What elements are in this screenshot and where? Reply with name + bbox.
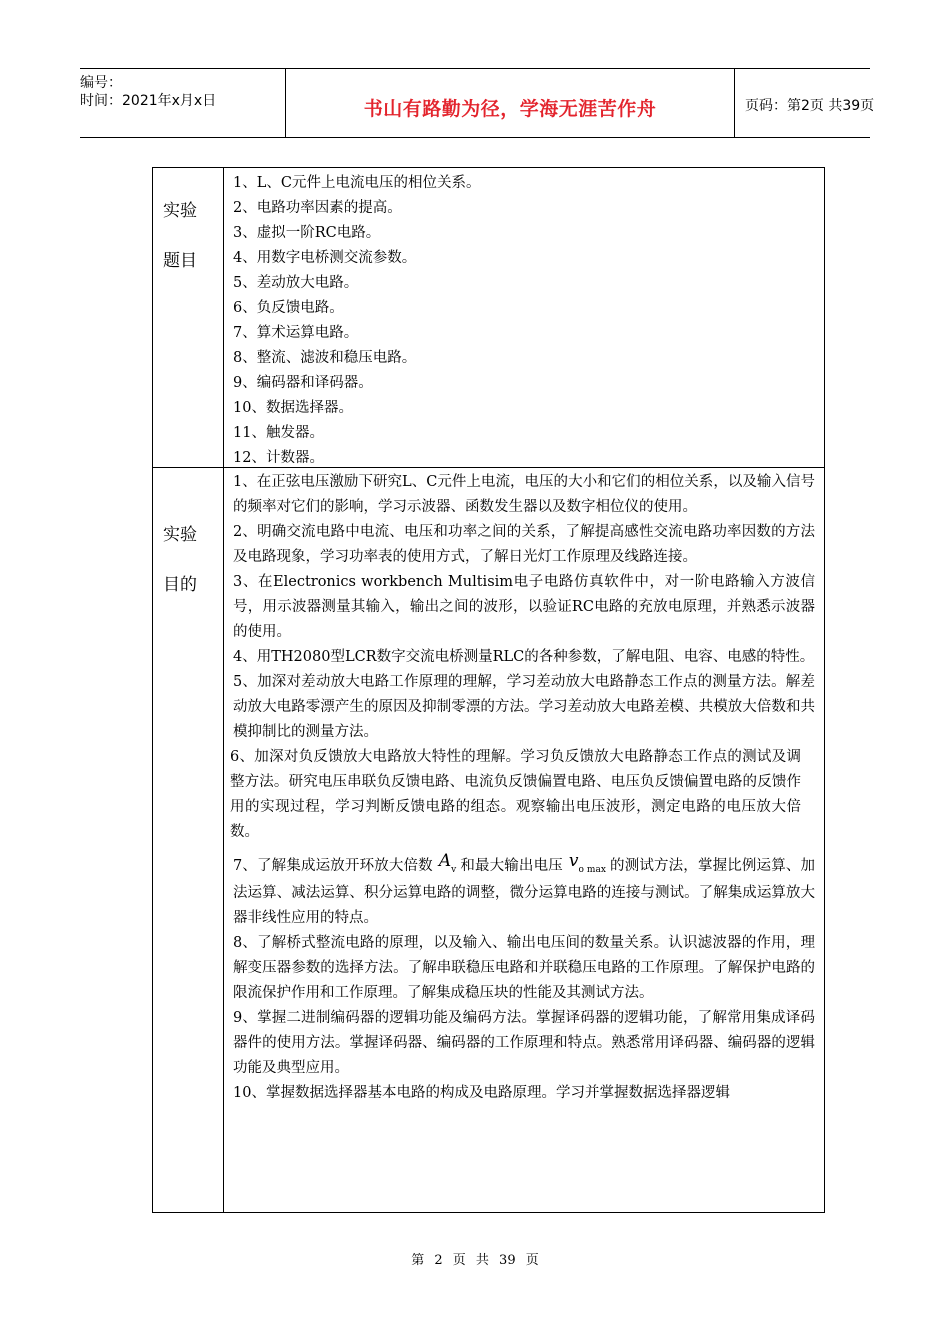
motto: 书山有路勤为径，学海无涯苦作舟 — [285, 69, 735, 137]
list-item: 8、整流、滤波和稳压电路。 — [233, 350, 417, 366]
purpose-row — [153, 468, 824, 1212]
list-item: 9、编码器和译码器。 — [233, 375, 373, 391]
purpose-label-line1: 实验 — [163, 525, 197, 545]
topics-label-line2: 题目 — [163, 251, 197, 271]
list-item: 10、数据选择器。 — [233, 400, 353, 416]
topics-label-line1: 实验 — [163, 201, 197, 221]
list-item: 3、虚拟一阶RC电路。 — [233, 225, 381, 241]
page-info: 页码：第2页 共39页 — [745, 98, 875, 114]
list-item: 5、差动放大电路。 — [233, 275, 359, 291]
list-item: 2、电路功率因素的提高。 — [233, 200, 402, 216]
purpose-label-line2: 目的 — [163, 575, 197, 595]
list-item: 4、用数字电桥测交流参数。 — [233, 250, 417, 266]
formula-var-a-symbol: A — [438, 851, 452, 871]
experiment-table — [152, 167, 825, 1213]
number-label: 编号： — [80, 75, 122, 91]
formula-var-v — [568, 851, 606, 875]
purpose-label-cell — [153, 468, 224, 1212]
purpose-paragraph-1: 1、在正弦电压激励下研究L、C元件上电流，电压的大小和它们的相位关系，以及输入信号的频率对它们的影响，学习示波器、函数发生器以及数字相位仪的使用。 — [233, 474, 815, 515]
formula-var-a-subscript: v — [451, 865, 457, 875]
purpose-paragraph-8: 8、了解桥式整流电路的原理，以及输入、输出电压间的数量关系。认识滤波器的作用，理解变压器参数的选择方法。了解串联稳压电路和并联稳压电路的工作原理。了解保护电路的限流保护作用和工作原理。了解集成稳压块的性能及其测试方法。 — [233, 935, 815, 1001]
list-item: 12、计数器。 — [233, 450, 324, 466]
p7-text-2: 和最大输出电压 — [460, 858, 563, 874]
formula-var-v-symbol: v — [568, 851, 579, 871]
purpose-paragraph-10: 10、掌握数据选择器基本电路的构成及电路原理。学习并掌握数据选择器逻辑 — [233, 1085, 730, 1101]
purpose-text — [225, 468, 823, 1212]
page-footer: 第 2 页 共 39 页 — [411, 1253, 539, 1268]
purpose-paragraph-2: 2、明确交流电路中电流、电压和功率之间的关系，了解提高感性交流电路功率因数的方法及电路现象，学习功率表的使用方式，了解日光灯工作原理及线路连接。 — [233, 524, 815, 565]
topics-list — [225, 168, 823, 467]
time-line: 时间：2021年x月x日 — [80, 93, 217, 109]
purpose-paragraph-7 — [233, 853, 815, 931]
purpose-paragraph-3: 3、在Electronics workbench Multisim电子电路仿真软件中，对一阶电路输入方波信号，用示波器测量其输入，输出之间的波形，以验证RC电路的充放电原理，并熟悉示波器的使用。 — [233, 574, 815, 640]
list-item: 6、负反馈电路。 — [233, 300, 344, 316]
formula-var-a — [438, 851, 457, 875]
list-item: 7、算术运算电路。 — [233, 325, 359, 341]
topics-row — [153, 168, 824, 468]
purpose-paragraph-9: 9、掌握二进制编码器的逻辑功能及编码方法。掌握译码器的逻辑功能，了解常用集成译码器件的使用方法。掌握译码器、编码器的工作原理和特点。熟悉常用译码器、编码器的逻辑功能及典型应用。 — [233, 1010, 815, 1076]
topics-label-cell — [153, 168, 224, 467]
p7-text-3: 的测试方法，掌握比例运算、加法运算、减法运算、积分运算电路的调整，微分运算电路的连接与测试。了解集成运算放大器非线性应用的特点。 — [233, 858, 815, 926]
purpose-paragraph-4: 4、用TH2080型LCR数字交流电桥测量RLC的各种参数，了解电阻、电容、电感的特性。 — [233, 649, 815, 665]
p7-text-1: 7、了解集成运放开环放大倍数 — [233, 858, 433, 874]
purpose-paragraph-5: 5、加深对差动放大电路工作原理的理解，学习差动放大电路静态工作点的测量方法。解差动放大电路零漂产生的原因及抑制零漂的方法。学习差动放大电路差模、共模放大倍数和共模抑制比的测量方法。 — [233, 674, 815, 740]
purpose-paragraph-6: 6、加深对负反馈放大电路放大特性的理解。学习负反馈放大电路静态工作点的测试及调整方法。研究电压串联负反馈电路、电流负反馈偏置电路、电压负反馈偏置电路的反馈作用的实现过程，学习判断反馈电路的组态。观察输出电压波形，测定电路的电压放大倍数。 — [230, 749, 801, 840]
page-header — [80, 68, 875, 138]
header-left — [80, 69, 285, 137]
formula-var-v-subscript: o max — [578, 865, 606, 875]
list-item: 1、L、C元件上电流电压的相位关系。 — [233, 175, 481, 191]
list-item: 11、触发器。 — [233, 425, 324, 441]
